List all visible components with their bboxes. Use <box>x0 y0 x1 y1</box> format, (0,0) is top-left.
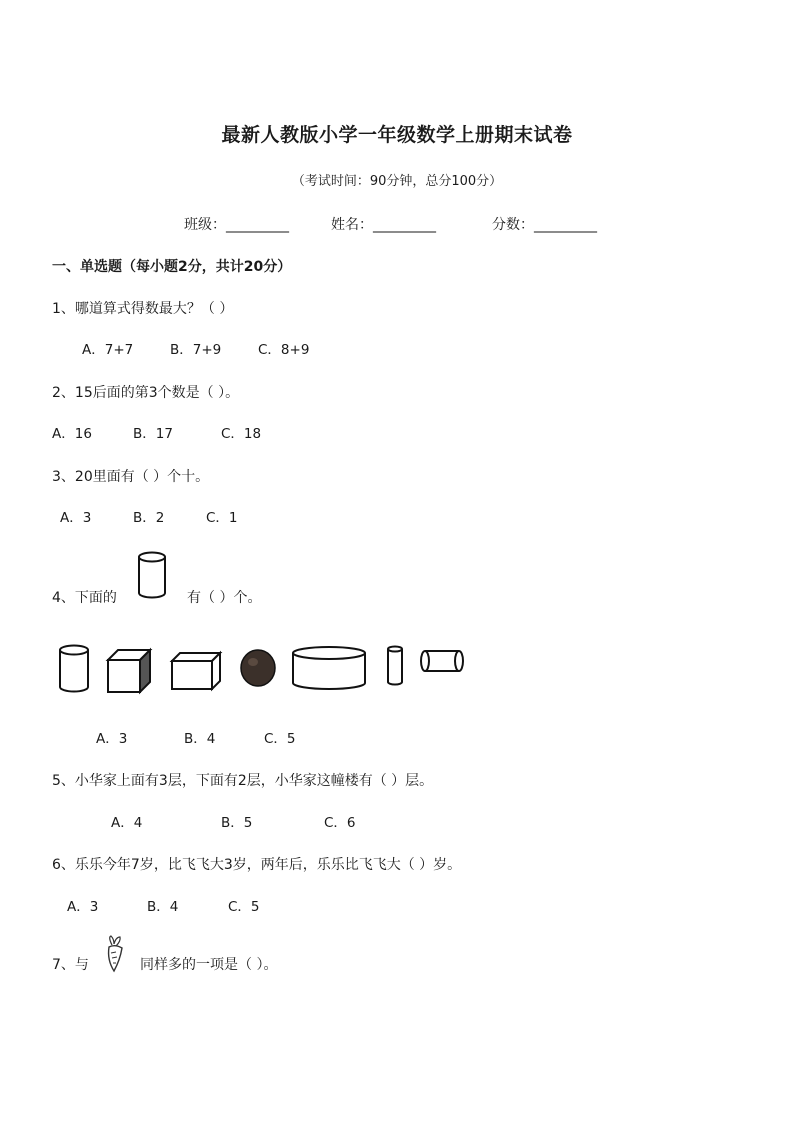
q4-option-c[interactable]: C．5 <box>264 731 296 747</box>
cuboid-icon <box>170 651 222 691</box>
q3-option-c[interactable]: C．1 <box>206 510 238 526</box>
exam-subtitle: （考试时间：90分钟，总分100分） <box>291 174 503 189</box>
flat-cylinder-icon <box>290 645 368 691</box>
q3-option-a[interactable]: A．3 <box>60 510 92 526</box>
class-field[interactable]: 班级：_________ <box>184 217 289 233</box>
page-title: 最新人教版小学一年级数学上册期末试卷 <box>221 124 573 146</box>
q1-option-c[interactable]: C．8+9 <box>258 342 310 358</box>
question-7-stem-after: 同样多的一项是（ ）。 <box>140 957 278 973</box>
q6-option-a[interactable]: A．3 <box>67 899 99 915</box>
q6-option-b[interactable]: B．4 <box>147 899 179 915</box>
question-7-stem-before: 7、与 <box>52 957 89 973</box>
question-1-stem: 1、哪道算式得数最大？（ ） <box>52 301 234 317</box>
q2-option-c[interactable]: C．18 <box>221 426 262 442</box>
q1-option-a[interactable]: A．7+7 <box>82 342 134 358</box>
sphere-icon <box>239 648 277 688</box>
q4-option-b[interactable]: B．4 <box>184 731 216 747</box>
question-4-stem-before: 4、下面的 <box>52 590 117 606</box>
name-field[interactable]: 姓名：_________ <box>331 217 436 233</box>
question-4-stem-after: 有（ ）个。 <box>187 590 262 606</box>
q5-option-c[interactable]: C．6 <box>324 815 356 831</box>
q5-option-b[interactable]: B．5 <box>221 815 253 831</box>
q1-option-b[interactable]: B．7+9 <box>170 342 222 358</box>
cube-icon <box>106 648 152 694</box>
question-5-stem: 5、小华家上面有3层，下面有2层，小华家这幢楼有（ ）层。 <box>52 773 434 789</box>
section-heading: 一、单选题（每小题2分，共计20分） <box>52 259 292 275</box>
cylinder-icon <box>58 644 90 694</box>
q2-option-a[interactable]: A．16 <box>52 426 92 442</box>
carrot-icon <box>102 935 128 973</box>
question-3-stem: 3、20里面有（ ）个十。 <box>52 469 210 485</box>
lying-cylinder-icon <box>419 649 467 673</box>
cylinder-icon <box>137 551 167 599</box>
q4-option-a[interactable]: A．3 <box>96 731 128 747</box>
q3-option-b[interactable]: B．2 <box>133 510 165 526</box>
thin-cylinder-icon <box>385 645 405 687</box>
question-2-stem: 2、15后面的第3个数是（ ）。 <box>52 385 240 401</box>
q5-option-a[interactable]: A．4 <box>111 815 143 831</box>
question-6-stem: 6、乐乐今年7岁，比飞飞大3岁，两年后，乐乐比飞飞大（ ）岁。 <box>52 857 462 873</box>
q6-option-c[interactable]: C．5 <box>228 899 260 915</box>
score-field[interactable]: 分数：_________ <box>492 217 597 233</box>
q2-option-b[interactable]: B．17 <box>133 426 173 442</box>
